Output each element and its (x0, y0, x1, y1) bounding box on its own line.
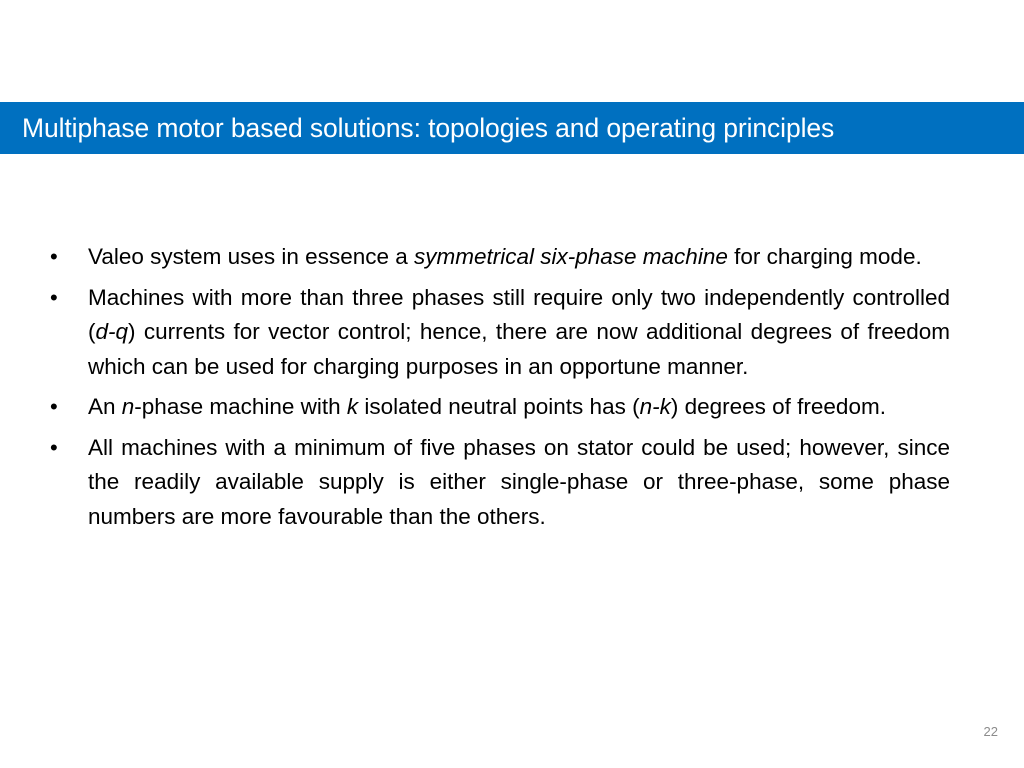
title-bar (0, 102, 1024, 154)
bullet-text-segment: An (88, 394, 122, 419)
bullet-text-segment: All machines with a minimum of five phases on stator could be used; however, since the readily available supply is either single-phase or three-phase, some phase numbers are more favourable than the others. (88, 434, 950, 529)
bullet-text-italic: d-q (95, 319, 129, 344)
bullet-text-segment: Machines with more than three phases still require only two independently controlled ( (88, 284, 950, 344)
bullet-text-italic: symmetrical six-phase machine (414, 244, 728, 269)
bullet-text-italic: k (346, 394, 359, 419)
bullet-dot-icon: • (50, 244, 58, 269)
bullet-item (50, 240, 950, 275)
bullet-text-segment: ) currents for vector control; hence, there are now additional degrees of freedom which can be used for charging purposes in an opportune manner. (88, 319, 950, 379)
bullet-dot-icon: • (50, 394, 58, 419)
bullet-text-italic: n (121, 394, 135, 419)
slide-title: Multiphase motor based solutions: topologies and operating principles (22, 112, 835, 143)
bullet-item (50, 431, 950, 535)
bullet-item (50, 281, 950, 385)
slide-number: 22 (983, 724, 998, 739)
bullet-text-segment: isolated neutral points has ( (358, 394, 640, 419)
bullet-text-segment: ) degrees of freedom. (670, 394, 886, 419)
bullet-dot-icon: • (50, 284, 58, 310)
bullet-dot-icon: • (50, 434, 58, 460)
bullet-text-segment: Valeo system uses in essence a (88, 244, 414, 269)
bullet-text-segment: for charging mode. (727, 244, 922, 269)
bullet-text-segment: -phase machine with (134, 394, 347, 419)
bullet-list (50, 240, 950, 540)
bullet-text-italic: n-k (639, 394, 671, 419)
bullet-item (50, 390, 950, 425)
